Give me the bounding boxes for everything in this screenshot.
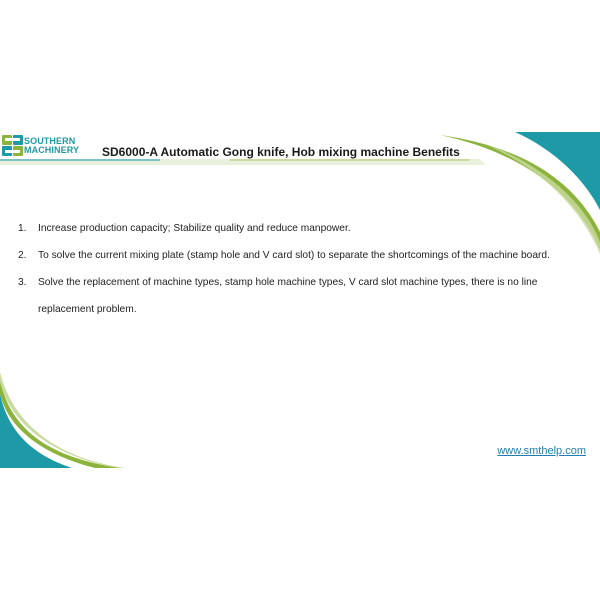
slide-title: SD6000-A Automatic Gong knife, Hob mixing machine Benefits bbox=[102, 145, 460, 159]
list-item-number: 3. bbox=[18, 277, 27, 288]
list-item-text: Solve the replacement of machine types, stamp hole machine types, V card slot machine types, there is no line replacement problem. bbox=[38, 277, 538, 315]
logo-text bbox=[24, 137, 79, 155]
logo-line-1: SOUTHERN bbox=[24, 136, 76, 146]
slide bbox=[0, 132, 600, 468]
website-link[interactable]: www.smthelp.com bbox=[497, 445, 586, 457]
list-item bbox=[18, 215, 593, 242]
top-right-teal-swoosh bbox=[515, 132, 600, 210]
logo-mark-icon bbox=[2, 135, 24, 157]
benefits-list bbox=[18, 215, 593, 323]
company-logo bbox=[2, 134, 98, 158]
list-item bbox=[18, 242, 593, 269]
list-item-text: Increase production capacity; Stabilize quality and reduce manpower. bbox=[38, 223, 351, 234]
list-item-text: To solve the current mixing plate (stamp hole and V card slot) to separate the shortcomings of the machine board. bbox=[38, 250, 550, 261]
header-line-green bbox=[230, 159, 470, 161]
list-item-number: 1. bbox=[18, 223, 27, 234]
list-item bbox=[18, 269, 593, 323]
logo-line-2: MACHINERY bbox=[24, 145, 80, 155]
list-item-number: 2. bbox=[18, 250, 27, 261]
header-line-teal bbox=[0, 159, 160, 161]
